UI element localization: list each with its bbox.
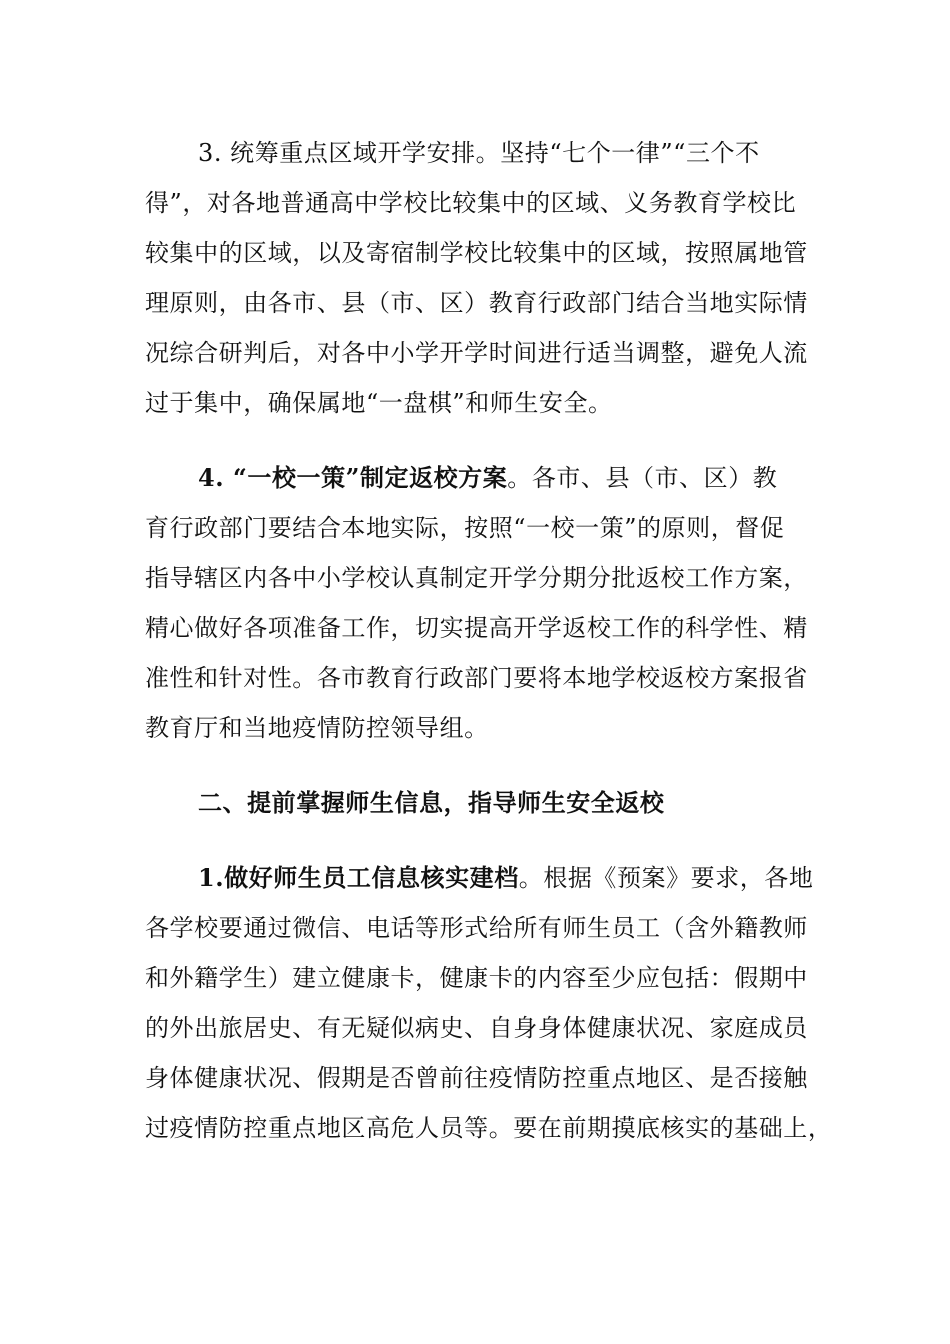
paragraph-2-1-heading: 1.做好师生员工信息核实建档 — [198, 863, 519, 892]
paragraph-3-line-5: 况综合研判后，对各中小学开学时间进行适当调整，避免人流 — [145, 339, 808, 367]
paragraph-4-line-1 — [198, 463, 878, 493]
paragraph-4-heading: 4. “一校一策”制定返校方案 — [198, 463, 508, 492]
paragraph-4-line-3: 指导辖区内各中小学校认真制定开学分期分批返校工作方案， — [145, 564, 808, 592]
paragraph-4-line-5: 准性和针对性。各市教育行政部门要将本地学校返校方案报省 — [145, 664, 808, 692]
paragraph-2-1-line-2: 各学校要通过微信、电话等形式给所有师生员工（含外籍教师 — [145, 914, 808, 942]
paragraph-3-line-3: 较集中的区域，以及寄宿制学校比较集中的区域，按照属地管 — [145, 239, 808, 267]
paragraph-4-line-4: 精心做好各项准备工作，切实提高开学返校工作的科学性、精 — [145, 614, 808, 642]
paragraph-3-line-2: 得”，对各地普通高中学校比较集中的区域、义务教育学校比 — [145, 189, 797, 217]
paragraph-4-line-6: 教育厅和当地疫情防控领导组。 — [145, 714, 489, 742]
part-2-heading: 二、提前掌握师生信息，指导师生安全返校 — [198, 788, 665, 817]
paragraph-4-line-2: 育行政部门要结合本地实际，按照“一校一策”的原则，督促 — [145, 514, 785, 542]
paragraph-2-1-line-5: 身体健康状况、假期是否曾前往疫情防控重点地区、是否接触 — [145, 1064, 808, 1092]
paragraph-4-first-line-rest: 。各市、县（市、区）教 — [507, 464, 778, 492]
paragraph-2-1-line-4: 的外出旅居史、有无疑似病史、自身身体健康状况、家庭成员 — [145, 1014, 808, 1042]
paragraph-2-1-line-6: 过疫情防控重点地区高危人员等。要在前期摸底核实的基础上， — [145, 1114, 833, 1142]
paragraph-3-line-6: 过于集中，确保属地“一盘棋”和师生安全。 — [145, 389, 613, 417]
paragraph-3-line-4: 理原则，由各市、县（市、区）教育行政部门结合当地实际情 — [145, 289, 808, 317]
paragraph-2-1-line-3: 和外籍学生）建立健康卡，健康卡的内容至少应包括：假期中 — [145, 964, 808, 992]
paragraph-3-line-1: 3. 统筹重点区域开学安排。坚持“七个一律”“三个不 — [198, 139, 760, 167]
paragraph-2-1-first-line-rest: 。根据《预案》要求，各地 — [518, 864, 814, 892]
paragraph-2-1-line-1 — [198, 863, 878, 893]
